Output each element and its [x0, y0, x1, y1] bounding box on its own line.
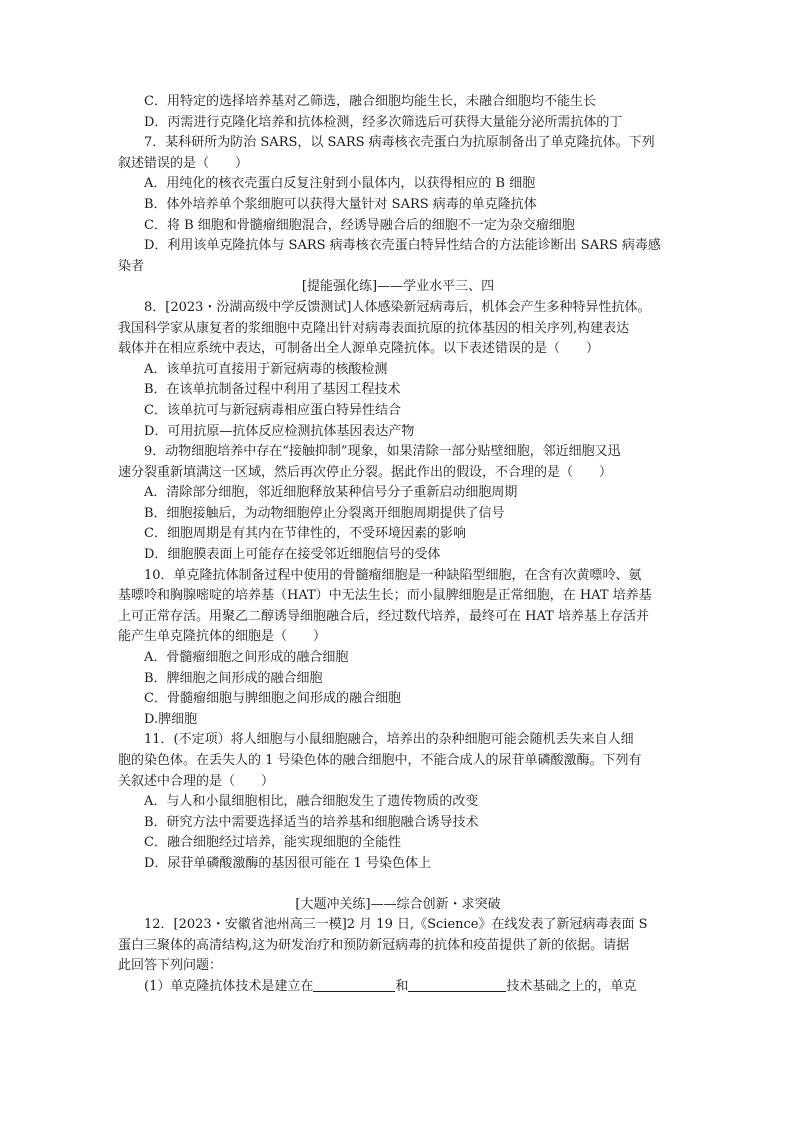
text-line: D．细胞膜表面上可能存在接受邻近细胞信号的受体	[144, 547, 441, 563]
section-heading-practice: [提能强化练]——学业水平三、四	[301, 279, 495, 295]
fill-in-line	[118, 977, 678, 998]
text-line: D．利用该单克隆抗体与 SARS 病毒核衣壳蛋白特异性结合的方法能诊断出 SARS 病毒感	[144, 238, 661, 254]
text-line: 载体并在相应系统中表达，可制备出全人源单克隆抗体。以下表述错误的是（ ）	[118, 341, 600, 357]
text-line: 能产生单克隆抗体的细胞是（ ）	[118, 629, 327, 645]
question-block-top	[118, 92, 678, 277]
text-line: D.脾细胞	[144, 711, 198, 727]
fill-text-part1: (1）单克隆抗体技术是建立在	[144, 978, 314, 994]
answer-blank-2[interactable]	[408, 977, 506, 992]
section-heading-challenge: [大题冲关练]——综合创新・求突破	[295, 896, 501, 912]
answer-blank-1[interactable]	[313, 977, 395, 992]
fill-text-part2: 和	[395, 978, 409, 994]
question-block-middle	[118, 298, 678, 875]
text-line: 染者	[118, 258, 145, 274]
text-line: D．丙需进行克隆化培养和抗体检测，经多次筛选后可获得大量能分泌所需抗体的丁	[144, 114, 623, 130]
text-line: A．与人和小鼠细胞相比，融合细胞发生了遗传物质的改变	[144, 794, 479, 810]
text-line: 10．单克隆抗体制备过程中使用的骨髓瘤细胞是一种缺陷型细胞，在含有次黄嘌呤、氨	[144, 567, 642, 583]
text-line: C．融合细胞经过培养，能实现细胞的全能性	[144, 835, 401, 851]
text-line: C．骨髓瘤细胞与脾细胞之间形成的融合细胞	[144, 691, 401, 707]
text-line: A．该单抗可直接用于新冠病毒的核酸检测	[144, 361, 388, 377]
text-line: D．可用抗原—抗体反应检测抗体基因表达产物	[144, 423, 415, 439]
text-line: A．骨髓瘤细胞之间形成的融合细胞	[144, 650, 349, 666]
fill-text-part3: 技术基础之上的，单克	[506, 978, 637, 994]
text-line: 12．[2023・安徽省池州高三一模]2 月 19 日,《Science》在线发表了新冠病毒表面 S	[144, 917, 648, 933]
question-block-bottom	[118, 915, 678, 977]
text-line: 8．[2023・汾湖高级中学反馈测试]人体感染新冠病毒后，机体会产生多种特异性抗体。	[144, 299, 651, 315]
text-line: 关叙述中合理的是（ ）	[118, 773, 275, 789]
text-line: B．研究方法中需要选择适当的培养基和细胞融合诱导技术	[144, 814, 479, 830]
text-line: C．将 B 细胞和骨髓瘤细胞混合，经诱导融合后的细胞不一定为杂交瘤细胞	[144, 217, 575, 233]
text-line: 9．动物细胞培养中存在“接触抑制”现象，如果清除一部分贴壁细胞，邻近细胞又迅	[144, 444, 621, 460]
text-line: 我国科学家从康复者的浆细胞中克隆出针对病毒表面抗原的抗体基因的相关序列,构建表达	[118, 320, 630, 336]
text-line: C．该单抗可与新冠病毒相应蛋白特异性结合	[144, 402, 401, 418]
section-spacer	[118, 875, 678, 895]
text-line: B．体外培养单个浆细胞可以获得大量针对 SARS 病毒的单克隆抗体	[144, 196, 537, 212]
text-line: A．用纯化的核衣壳蛋白反复注射到小鼠体内，以获得相应的 B 细胞	[144, 176, 536, 192]
text-line: C．用特定的选择培养基对乙筛选，融合细胞均能生长，未融合细胞均不能生长	[144, 94, 596, 109]
text-line: 胞的染色体。在丢失人的 1 号染色体的融合细胞中，不能合成人的尿苷单磷酸激酶。下列有	[118, 753, 642, 768]
text-line: 上可正常存活。用聚乙二醇诱导细胞融合后，经过数代培养，最终可在 HAT 培养基上存活并	[118, 608, 649, 624]
text-line: 基嘌呤和胸腺嘧啶的培养基（HAT）中无法生长；而小鼠脾细胞是正常细胞，在 HAT 培养基	[118, 588, 652, 604]
text-line: 蛋白三聚体的高清结构,这为研发治疗和预防新冠病毒的抗体和疫苗提供了新的依据。请据	[118, 937, 630, 953]
text-line: D．尿苷单磷酸激酶的基因很可能在 1 号染色体上	[144, 855, 431, 871]
text-line: 速分裂重新填满这一区域，然后再次停止分裂。据此作出的假设，不合理的是（ ）	[118, 464, 613, 480]
text-line: B．在该单抗制备过程中利用了基因工程技术	[144, 382, 401, 398]
text-line: 11．(不定项）将人细胞与小鼠细胞融合，培养出的杂种细胞可能会随机丢失来自人细	[144, 732, 634, 748]
text-line: B．脾细胞之间形成的融合细胞	[144, 670, 323, 686]
text-line: 7．某科研所为防治 SARS，以 SARS 病毒核衣壳蛋白为抗原制备出了单克隆抗体。下列	[144, 135, 655, 151]
text-line: 此回答下列问题：	[118, 958, 223, 974]
text-line: B．细胞接触后，为动物细胞停止分裂离开细胞周期提供了信号	[144, 505, 505, 521]
text-line: A．清除部分细胞，邻近细胞释放某种信号分子重新启动细胞周期	[144, 485, 518, 501]
document-body	[118, 92, 678, 998]
text-line: C．细胞周期是有其内在节律性的，不受环境因素的影响	[144, 526, 466, 542]
text-line: 叙述错误的是（ ）	[118, 155, 249, 171]
